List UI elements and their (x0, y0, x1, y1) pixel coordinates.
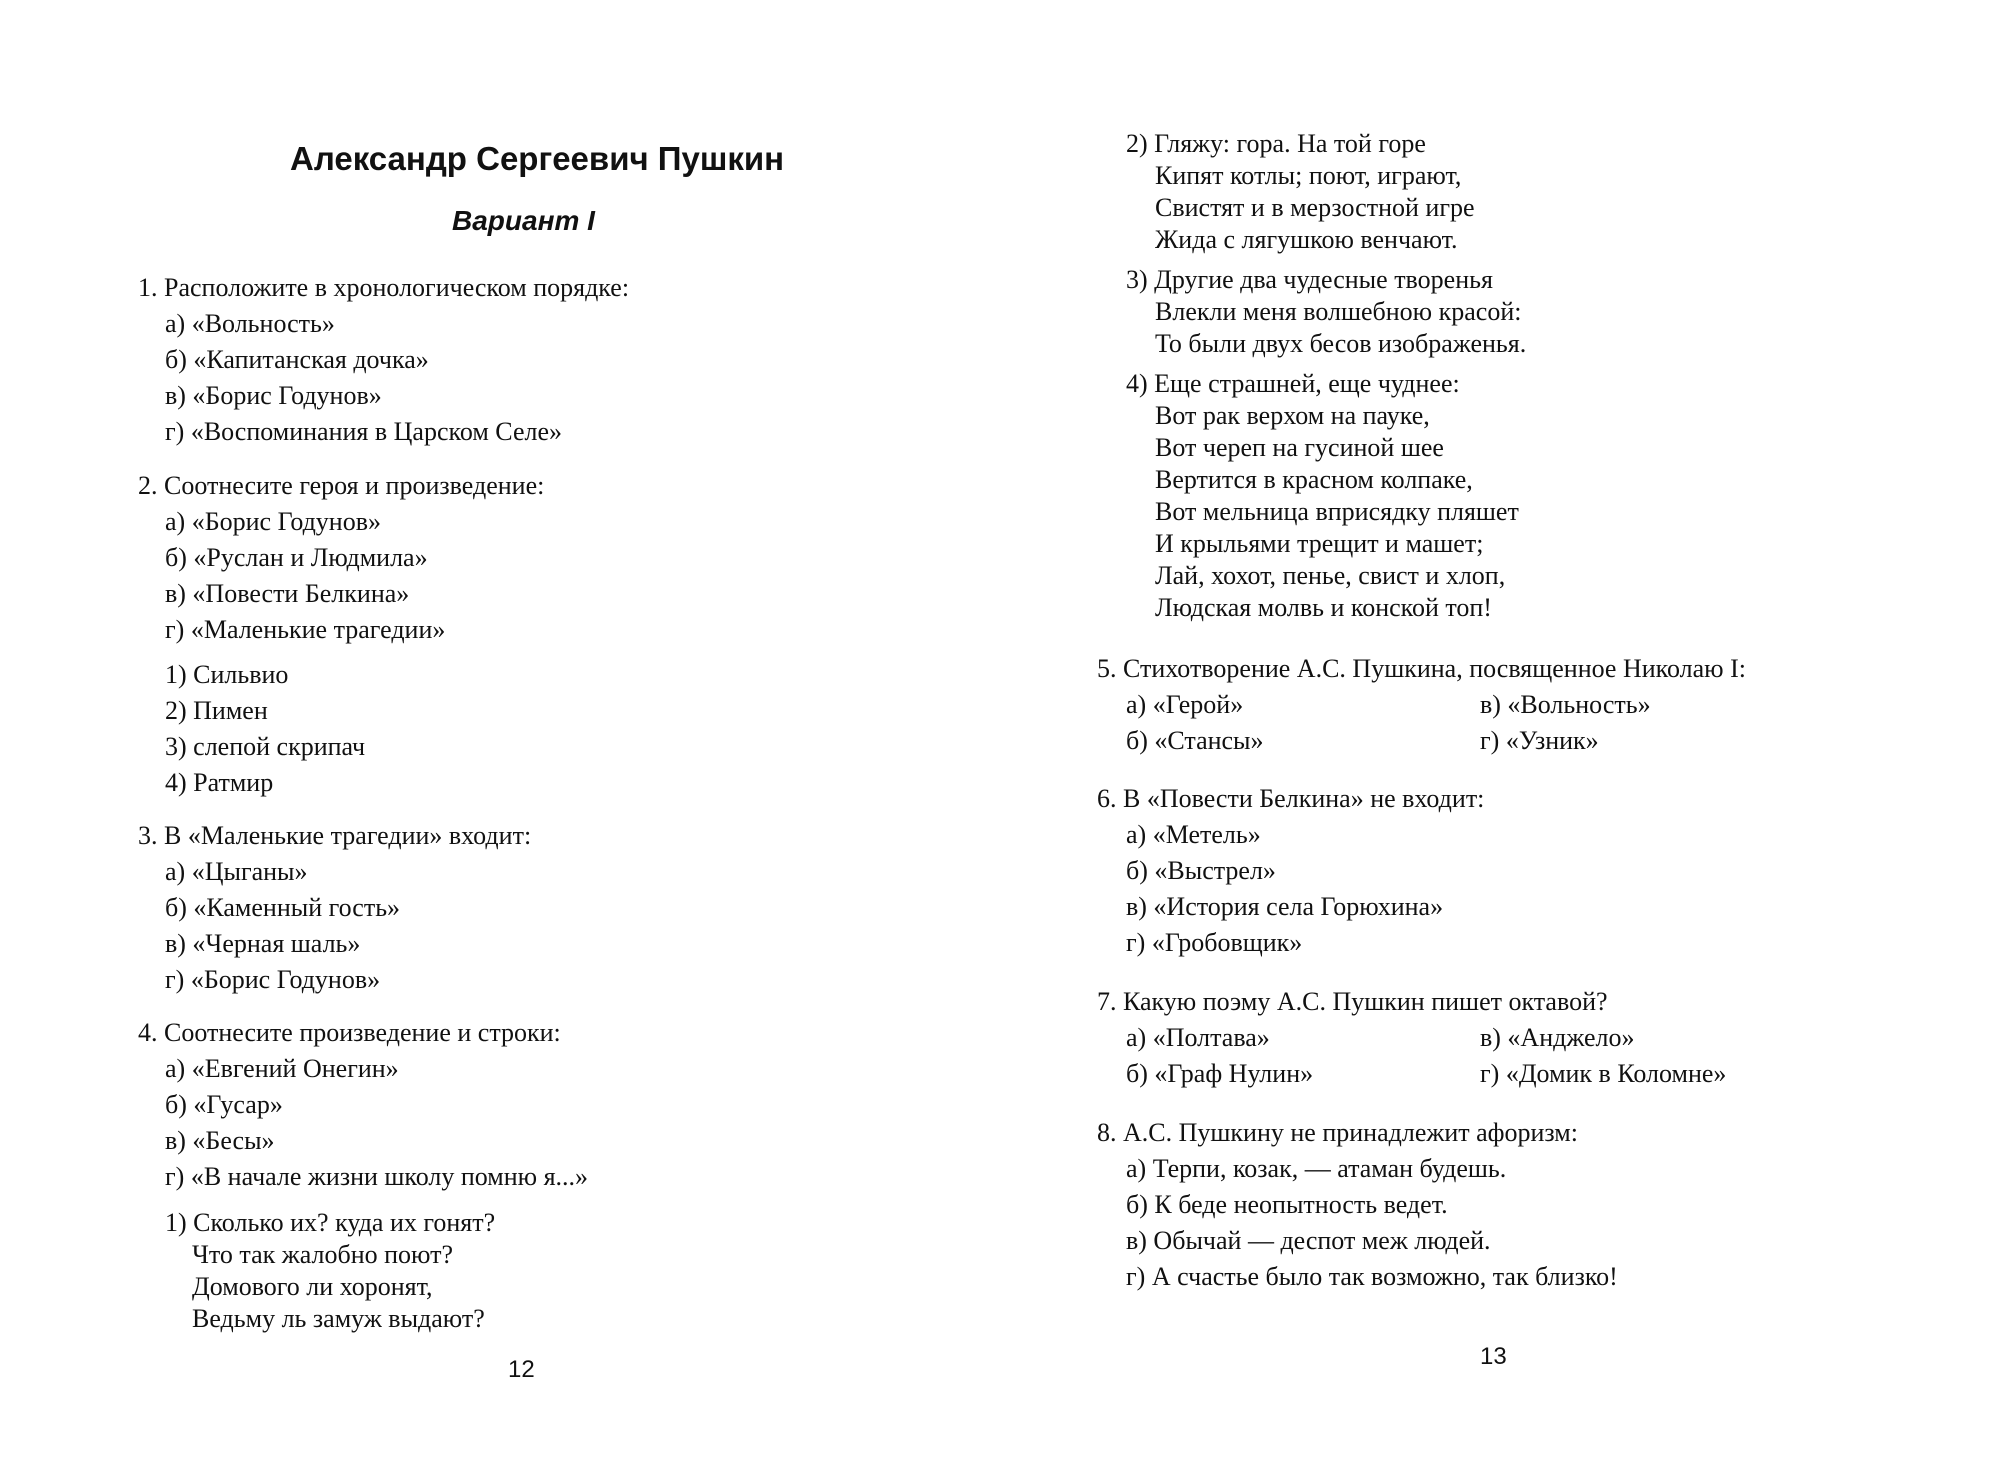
q1-option-a: а) «Вольность» (165, 309, 335, 338)
q7-option-d: г) «Домик в Коломне» (1480, 1059, 1727, 1088)
q5-option-a: а) «Герой» (1126, 690, 1244, 719)
q4-excerpt-4-line-4: Вертится в красном колпаке, (1155, 465, 1473, 494)
q4-excerpt-4-line-1: 4) Еще страшней, еще чуднее: (1126, 369, 1460, 398)
q4-excerpt-2-line-3: Свистят и в мерзостной игре (1155, 193, 1475, 222)
q2-answer-1: 1) Сильвио (165, 660, 289, 689)
q4-excerpt-4-line-6: И крыльями трещит и машет; (1155, 529, 1484, 558)
q3-option-a: а) «Цыганы» (165, 857, 308, 886)
q3-option-d: г) «Борис Годунов» (165, 965, 381, 994)
q5-option-c: в) «Вольность» (1480, 690, 1651, 719)
q6-option-d: г) «Гробовщик» (1126, 928, 1303, 957)
q4-excerpt-2-line-1: 2) Гляжу: гора. На той горе (1126, 129, 1426, 158)
q2-answer-2: 2) Пимен (165, 696, 268, 725)
page-title: Александр Сергеевич Пушкин (290, 140, 785, 177)
q8-option-a: а) Терпи, козак, — атаман будешь. (1126, 1154, 1507, 1183)
q6-option-c: в) «История села Горюхина» (1126, 892, 1444, 921)
q1-option-b: б) «Капитанская дочка» (165, 345, 429, 374)
q4-excerpt-4-line-3: Вот череп на гусиной шее (1155, 433, 1444, 462)
q7-option-a: а) «Полтава» (1126, 1023, 1270, 1052)
q2-option-a: а) «Борис Годунов» (165, 507, 381, 536)
question-1: 1. Расположите в хронологическом порядке: (138, 273, 630, 302)
q4-excerpt-3-line-3: То были двух бесов изображенья. (1155, 329, 1527, 358)
q4-excerpt-3-line-1: 3) Другие два чудесные творенья (1126, 265, 1493, 294)
question-6: 6. В «Повести Белкина» не входит: (1097, 784, 1485, 813)
q7-option-b: б) «Граф Нулин» (1126, 1059, 1314, 1088)
q8-option-b: б) К беде неопытность ведет. (1126, 1190, 1448, 1219)
q2-option-d: г) «Маленькие трагедии» (165, 615, 446, 644)
q4-option-c: в) «Бесы» (165, 1126, 275, 1155)
q4-excerpt-2-line-2: Кипят котлы; поют, играют, (1155, 161, 1462, 190)
q2-answer-3: 3) слепой скрипач (165, 732, 366, 761)
q2-answer-4: 4) Ратмир (165, 768, 274, 797)
q4-option-a: а) «Евгений Онегин» (165, 1054, 399, 1083)
q4-excerpt-1-line-1: 1) Сколько их? куда их гонят? (165, 1208, 496, 1237)
q6-option-a: а) «Метель» (1126, 820, 1261, 849)
q4-excerpt-4-line-8: Людская молвь и конской топ! (1155, 593, 1492, 622)
page-number-right: 13 (1480, 1343, 1507, 1370)
question-3: 3. В «Маленькие трагедии» входит: (138, 821, 532, 850)
q4-excerpt-1-line-3: Домового ли хоронят, (192, 1272, 433, 1301)
q4-option-d: г) «В начале жизни школу помню я...» (165, 1162, 589, 1191)
question-5: 5. Стихотворение А.С. Пушкина, посвященное Николаю I: (1097, 654, 1746, 683)
q5-option-d: г) «Узник» (1480, 726, 1599, 755)
q3-option-b: б) «Каменный гость» (165, 893, 401, 922)
right-page (1000, 0, 2000, 1481)
q1-option-d: г) «Воспоминания в Царском Селе» (165, 417, 562, 446)
q2-option-b: б) «Руслан и Людмила» (165, 543, 428, 572)
q8-option-d: г) А счастье было так возможно, так близко! (1126, 1262, 1618, 1291)
q4-excerpt-3-line-2: Влекли меня волшебною красой: (1155, 297, 1522, 326)
q6-option-b: б) «Выстрел» (1126, 856, 1276, 885)
q4-excerpt-4-line-2: Вот рак верхом на пауке, (1155, 401, 1430, 430)
q3-option-c: в) «Черная шаль» (165, 929, 361, 958)
question-8: 8. А.С. Пушкину не принадлежит афоризм: (1097, 1118, 1578, 1147)
q5-option-b: б) «Стансы» (1126, 726, 1264, 755)
q4-excerpt-1-line-2: Что так жалобно поют? (192, 1240, 454, 1269)
q4-excerpt-2-line-4: Жида с лягушкою венчают. (1155, 225, 1458, 254)
q4-excerpt-1-line-4: Ведьму ль замуж выдают? (192, 1304, 485, 1333)
question-7: 7. Какую поэму А.С. Пушкин пишет октавой? (1097, 987, 1608, 1016)
question-4: 4. Соотнесите произведение и строки: (138, 1018, 561, 1047)
page-number-left: 12 (508, 1356, 535, 1383)
q1-option-c: в) «Борис Годунов» (165, 381, 382, 410)
question-2: 2. Соотнесите героя и произведение: (138, 471, 545, 500)
q4-excerpt-4-line-5: Вот мельница вприсядку пляшет (1155, 497, 1519, 526)
q7-option-c: в) «Анджело» (1480, 1023, 1635, 1052)
q2-option-c: в) «Повести Белкина» (165, 579, 410, 608)
q8-option-c: в) Обычай — деспот меж людей. (1126, 1226, 1491, 1255)
q4-option-b: б) «Гусар» (165, 1090, 283, 1119)
q4-excerpt-4-line-7: Лай, хохот, пенье, свист и хлоп, (1155, 561, 1506, 590)
variant-heading: Вариант I (452, 205, 595, 236)
